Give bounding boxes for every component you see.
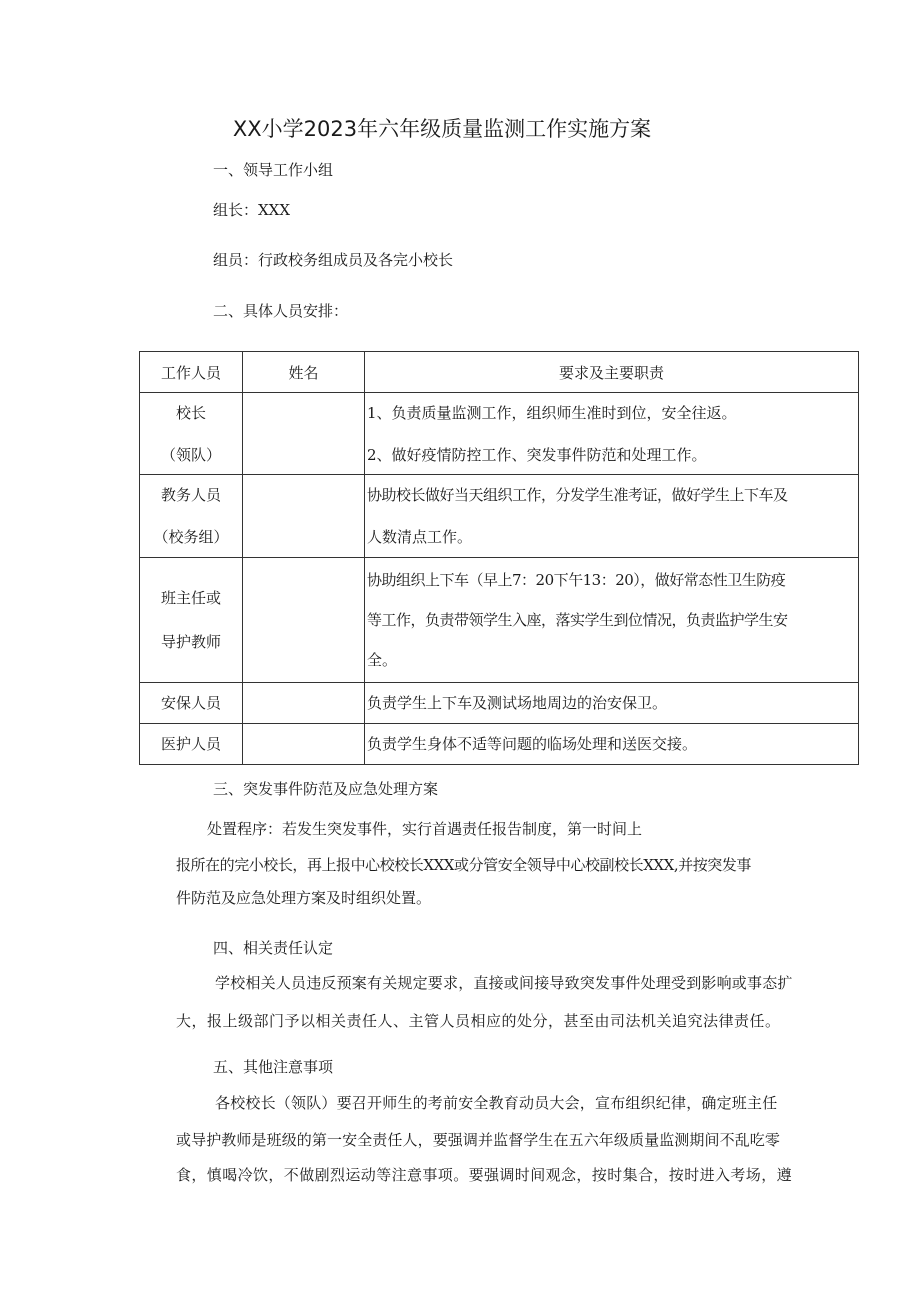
staff-arrangement-table: [139, 351, 859, 765]
header-name: 姓名: [243, 352, 365, 393]
paragraph-line: 处置程序：若发生突发事件，实行首遇责任报告制度，第一时间上: [207, 820, 643, 838]
section-5-heading: 五、其他注意事项: [213, 1058, 334, 1076]
duty-line: 全。: [367, 651, 398, 669]
table-row: [140, 558, 859, 683]
role-cell: [140, 683, 243, 724]
section-2-heading: 二、具体人员安排：: [213, 302, 349, 320]
group-members: 组员：行政校务组成员及各完小校长: [213, 251, 454, 269]
name-cell: [243, 558, 365, 683]
table-row: [140, 724, 859, 765]
duties-cell: [365, 475, 859, 558]
duty-line: 人数清点工作。: [367, 528, 473, 546]
paragraph-line: 件防范及应急处理方案及时组织处置。: [176, 889, 432, 907]
role-line: 医护人员: [160, 735, 221, 753]
section-1-heading: 一、领导工作小组: [213, 161, 334, 179]
role-line: 班主任或: [160, 589, 221, 607]
role-cell: [140, 475, 243, 558]
role-line: （校务组）: [153, 528, 229, 546]
table-row: [140, 475, 859, 558]
paragraph-line: 或导护教师是班级的第一安全责任人，要强调并监督学生在五六年级质量监测期间不乱吃零: [176, 1131, 781, 1149]
paragraph-line: 食，慎喝冷饮，不做剧烈运动等注意事项。要强调时间观念，按时集合，按时进入考场，遵: [176, 1166, 793, 1184]
name-cell: [243, 724, 365, 765]
role-cell: [140, 393, 243, 475]
role-line: 导护教师: [160, 633, 221, 651]
name-cell: [243, 393, 365, 475]
group-leader: 组长：XXX: [213, 201, 291, 219]
duty-line: 负责学生身体不适等问题的临场处理和送医交接。: [367, 735, 698, 753]
section-3-heading: 三、突发事件防范及应急处理方案: [213, 780, 439, 798]
duty-line: 协助校长做好当天组织工作，分发学生准考证，做好学生上下车及: [367, 486, 788, 504]
duties-cell: [365, 724, 859, 765]
name-cell: [243, 683, 365, 724]
role-line: 安保人员: [160, 694, 221, 712]
table-row: [140, 393, 859, 475]
role-line: 教务人员: [160, 486, 221, 504]
paragraph-line: 各校校长（领队）要召开师生的考前安全教育动员大会，宣布组织纪律，确定班主任: [215, 1094, 778, 1112]
paragraph-line: 学校相关人员违反预案有关规定要求，直接或间接导致突发事件处理受到影响或事态扩: [215, 974, 793, 992]
section-4-heading: 四、相关责任认定: [213, 939, 334, 957]
role-line: （领队）: [160, 445, 221, 464]
header-role: 工作人员: [140, 352, 243, 393]
role-line: 校长: [175, 403, 206, 422]
table-row: [140, 683, 859, 724]
duty-line: 等工作，负责带领学生入座，落实学生到位情况，负责监护学生安: [367, 611, 788, 629]
role-cell: [140, 558, 243, 683]
paragraph-line: 大，报上级部门予以相关责任人、主管人员相应的处分，甚至由司法机关追究法律责任。: [176, 1012, 781, 1030]
paragraph-line: 报所在的完小校长，再上报中心校校长XXX或分管安全领导中心校副校长XXX,并按突发事: [176, 856, 751, 874]
name-cell: [243, 475, 365, 558]
header-duties: 要求及主要职责: [365, 352, 859, 393]
duties-cell: [365, 558, 859, 683]
document-title: XX小学2023年六年级质量监测工作实施方案: [232, 117, 652, 141]
duty-line: 1、负责质量监测工作，组织师生准时到位，安全往返。: [367, 403, 737, 422]
duty-line: 负责学生上下车及测试场地周边的治安保卫。: [367, 694, 668, 712]
table-header-row: [140, 352, 859, 393]
duties-cell: [365, 683, 859, 724]
role-cell: [140, 724, 243, 765]
duty-line: 协助组织上下车（早上7：20下午13：20），做好常态性卫生防疫: [367, 571, 786, 589]
duty-line: 2、做好疫情防控工作、突发事件防范和处理工作。: [367, 445, 707, 464]
duties-cell: [365, 393, 859, 475]
